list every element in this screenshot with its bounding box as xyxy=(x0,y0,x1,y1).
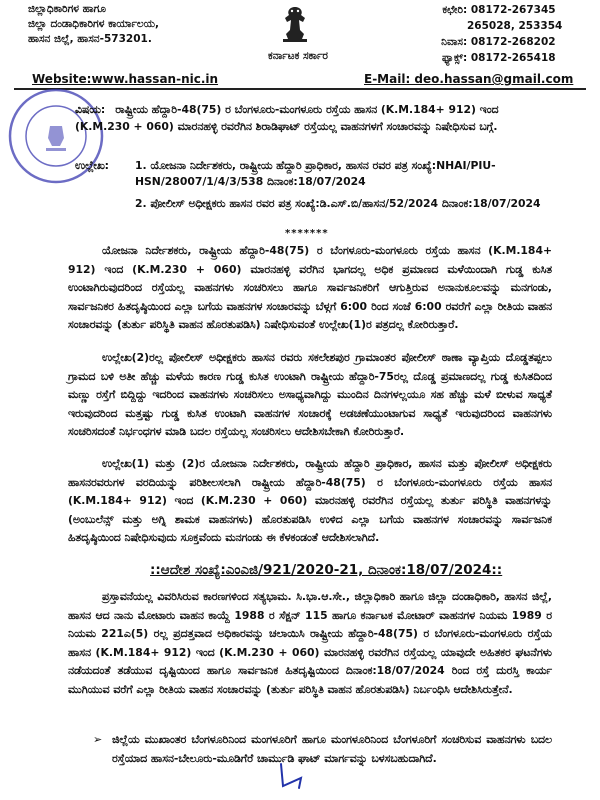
office-line-1: ಜಿಲ್ಲಾಧಿಕಾರಿಗಳ ಹಾಗೂ xyxy=(28,3,106,15)
subject-text: ರಾಷ್ಟ್ರೀಯ ಹೆದ್ದಾರಿ-48(75) ರ ಬೆಂಗಳೂರು-ಮಂಗಳೂರು ರಸ್ತೆಯ ಹಾಸನ (K.M.184+ 912) ಇಂದ (K.M.230 + 060) ಮಾರನಹಳ್ಳಿ ರವರೆಗಿನ ಶಿರಾಡಿಘಾಟ್ ರಸ್ತೆಯಲ್ಲ ವಾಹನಗಳಗೆ ಸಂಚಾರವನ್ನು ನಿಷೇಧಿಸುವ ಬಗ್ಗೆ. xyxy=(75,103,499,133)
body-paragraph: ಉಲ್ಲೇಖ(1) ಮತ್ತು (2)ರ ಯೋಜನಾ ನಿರ್ದೇಶಕರು, ರಾಷ್ಟ್ರೀಯ ಹೆದ್ದಾರಿ ಪ್ರಾಧಿಕಾರ, ಹಾಸನ ಮತ್ತು ಪೋಲೀಸ್ ಅಧೀಕ್ಷಕರು ಹಾಸನರವರುಗಳ ವರದಿಯನ್ನು ಪರಿಶೀಲಸಲಾಗಿ ರಾಷ್ಟ್ರೀಯ ಹೆದ್ದಾರಿ-48(75) ರ ಬೆಂಗಳೂರು-ಮಂಗಳೂರು ರಸ್ತೆಯ ಹಾಸನ (K.M.184+ 912) ಇಂದ (K.M.230 + 060) ಮಾರನಹಳ್ಳಿ ರವರೆಗಿನ ರಸ್ತೆಯಲ್ಲ ತುರ್ತು ಪರಿಸ್ಥಿತಿ ವಾಹನಗಳನ್ನು (ಅಂಬುಲೆನ್ಸ್ ಮತ್ತು ಅಗ್ನಿ ಶಾಮಕ ವಾಹನಗಳು) ಹೊರತುಪಡಿಸಿ ಉಳಿದ ಎಲ್ಲಾ ಬಗೆಯ ವಾಹನಗಳ ಸಂಚಾರವನ್ನು ಸಾರ್ವಜನಿಕ ಹಿತದೃಷ್ಠಿಯಿಂದ ನಿಷೇಧಿಸುವುದು ಸೂಕ್ತವೆಂದು ಮನಗಂಡು ಈ ಕೆಳಕಂಡಂತೆ ಆದೇಶಿಸಲಾಗಿದೆ. xyxy=(68,457,552,544)
contact-label: ಕಛೇರಿ xyxy=(442,4,463,16)
office-line-3: ಹಾಸನ ಜಿಲ್ಲೆ, ಹಾಸನ-573201. xyxy=(28,33,152,45)
references-label: ಉಲ್ಲೇಖ: xyxy=(75,159,109,172)
reference-item: 1. ಯೋಜನಾ ನಿರ್ದೇಶಕರು, ರಾಷ್ಟ್ರೀಯ ಹೆದ್ದಾರಿ ಪ್ರಾಧಿಕಾರ, ಹಾಸನ ರವರ ಪತ್ರ ಸಂಖ್ಯೆ:NHAI/PIU-HSN/28007/1/4/3/538 ದಿನಾಂಕ:18/07/2024 xyxy=(135,159,496,188)
office-line-2: ಜಿಲ್ಲಾ ದಂಡಾಧಿಕಾರಿಗಳ ಕಾರ್ಯಾಲಯ, xyxy=(28,18,159,30)
government-title: ಕರ್ನಾಟಕ ಸರ್ಕಾರ xyxy=(268,50,328,62)
reference-item: 2. ಪೋಲೀಸ್ ಅಧೀಕ್ಷಕರು ಹಾಸನ ರವರ ಪತ್ರ ಸಂಖ್ಯೆ:ಡಿ.ಎಸ್.ಬಿ/ಹಾಸನ/52/2024 ದಿನಾಂಕ:18/07/2024 xyxy=(135,197,541,210)
contact-value: : 08172-265418 xyxy=(463,52,556,64)
contact-value: : 08172-267345 xyxy=(463,4,556,16)
order-title: ::ಆದೇಶ ಸಂಖ್ಯೆ:ಎಂಎಜಿ/921/2020-21, ದಿನಾಂಕ:18/07/2024:: xyxy=(150,562,503,578)
body-paragraph: ಉಲ್ಲೇಖ(2)ರಲ್ಲ ಪೋಲೀಸ್ ಅಧೀಕ್ಷಕರು ಹಾಸನ ರವರು ಸಕಲೇಶಪುರ ಗ್ರಾಮಾಂತರ ಪೋಲೀಸ್ ಠಾಣಾ ವ್ಯಾಪ್ತಿಯ ದೊಡ್ಡತಪ್ಪಲು ಗ್ರಾಮದ ಬಳಿ ಅತೀ ಹೆಚ್ಚು ಮಳೆಯ ಕಾರಣ ಗುಡ್ಡ ಕುಸಿತ ಉಂಟಾಗಿ ರಾಷ್ಟ್ರೀಯ ಹೆದ್ದಾರಿ-75ರಲ್ಲ ದೊಡ್ಡ ಪ್ರಮಾಣದಲ್ಲ ಗುಡ್ಡ ಕುಸಿತದಿಂದ ಮಣ್ಣು ರಸ್ತೆಗೆ ಬಿದ್ದಿದ್ದು ಇದರಿಂದ ವಾಹನಗಳು ಸಂಚರಿಸಲು ಅಸಾಧ್ಯವಾಗಿದ್ದು ಮುಂದಿನ ದಿನಗಳಲ್ಲಯೂ ಸಹ ಹೆಚ್ಚು ಮಳೆ ಬೀಳುವ ಸಾಧ್ಯತೆ ಇರುವುದರಿಂದ ಮತ್ತಷ್ಟು ಗುಡ್ಡ ಕುಸಿತ ಉಂಟಾಗಿ ವಾಹನಗಳ ಸಂಚಾರಕ್ಕೆ ಅಡಚಣೆಯುಂಟಾಗುವ ಸಾಧ್ಯತೆ ಇರುವುದರಿಂದ ವಾಹನಗಳು ಸಂಚರಿಸದಂತೆ ನಿರ್ಭಂಧಗಳ ಮಾಡಿ ಬದಲ ರಸ್ತೆಯಲ್ಲ ಸಂಚರಿಸಲು ಆದೇಶಿಸಬೇಕಾಗಿ ಕೋರಿರುತ್ತಾರೆ. xyxy=(68,351,552,438)
state-emblem-icon xyxy=(275,4,315,44)
bullet-arrow-icon: ➢ xyxy=(93,733,103,746)
body-paragraph: ಯೋಜನಾ ನಿರ್ದೇಶಕರು, ರಾಷ್ಟ್ರೀಯ ಹೆದ್ದಾರಿ-48(75) ರ ಬೆಂಗಳೂರು-ಮಂಗಳೂರು ರಸ್ತೆಯ ಹಾಸನ (K.M.184+ 912) ಇಂದ (K.M.230 + 060) ಮಾರನಹಳ್ಳಿ ವರೆಗಿನ ಭಾಗದಲ್ಲ ಅಧಿಕ ಪ್ರಮಾಣದ ಮಳೆಯಿಂದಾಗಿ ಗುಡ್ಡ ಕುಸಿತ ಉಂಟಾಗಿರುವುದರಿಂದ ರಸ್ತೆಯಲ್ಲ ವಾಹನಗಳು ಸಂಚರಿಸಲು ಹಾಗೂ ಸಾರ್ವಜನಿಕರಿಗೆ ಆಗುತ್ತಿರುವ ಅನಾನುಕೂಲವನ್ನು ಮನಗಂಡು, ಸಾರ್ವಜನಿಕರ ಹಿತದೃಷ್ಠಿಯಿಂದ ಎಲ್ಲಾ ಬಗೆಯ ವಾಹನಗಳ ಸಂಚಾರವನ್ನು ಬೆಳ್ಗಗೆ 6:00 ರಿಂದ ಸಂಜೆ 6:00 ರವರೆಗೆ ಎಲ್ಲಾ ರೀತಿಯ ವಾಹನ ಸಂಚಾರವನ್ನು (ತುರ್ತು ಪರಿಸ್ಥಿತಿ ವಾಹನ ಹೊರತುಪಡಿಸಿ) ನಿಷೇಧಿಸುವಂತೆ ಉಲ್ಲೇಖ(1)ರ ಪತ್ರದಲ್ಲ ಕೋರಿರುತ್ತಾರೆ. xyxy=(68,244,552,331)
separator-stars: ******* xyxy=(285,228,329,239)
website-link[interactable]: Website:www.hassan-nic.in xyxy=(32,72,219,86)
contact-block xyxy=(395,2,562,66)
contact-residence xyxy=(395,34,562,50)
signature-mark xyxy=(275,760,315,792)
office-address xyxy=(28,2,159,47)
bullet-text: ಜಿಲ್ಲೆಯ ಮುಖಾಂತರ ಬೆಂಗಳೂರಿನಿಂದ ಮಂಗಳೂರಿಗೆ ಹಾಗೂ ಮಂಗಳೂರಿನಿಂದ ಬೆಂಗಳೂರಿಗೆ ಸಂಚರಿಸುವ ವಾಹನಗಳು ಬದಲ ರಸ್ತೆಯಾದ ಹಾಸನ-ಬೇಲೂರು-ಮೂಡಿಗೆರೆ ಚಾರ್ಮುಡಿ ಘಾಟ್ ಮಾರ್ಗವನ್ನು ಬಳಸಬಹುದಾಗಿದೆ. xyxy=(112,733,552,765)
references-block xyxy=(75,158,545,212)
contact-label: ಫ್ಯಾಕ್ಸ್ xyxy=(441,52,463,64)
contact-label: ನಿವಾಸ xyxy=(441,36,463,48)
contact-office-alt xyxy=(395,18,562,34)
email-link[interactable]: E-Mail: deo.hassan@gmail.com xyxy=(364,72,574,86)
contact-value: : 08172-268202 xyxy=(463,36,556,48)
contact-fax xyxy=(395,50,562,66)
subject-label: ವಿಷಯ: xyxy=(75,103,106,116)
contact-office xyxy=(395,2,562,18)
order-paragraph: ಪ್ರಸ್ತಾವನೆಯಲ್ಲ ವಿವರಿಸಿರುವ ಕಾರಣಗಳಿಂದ ಸತ್ಯಭಾಮ. ಸಿ.ಭಾ.ಆ.ಸೇ., ಜಿಲ್ಲಾಧಿಕಾರಿ ಹಾಗೂ ಜಿಲ್ಲಾ ದಂಡಾಧಿಕಾರಿ, ಹಾಸನ ಜಿಲ್ಲೆ, ಹಾಸನ ಆದ ನಾನು ಮೋಟಾರು ವಾಹನ ಕಾಯ್ದೆ 1988 ರ ಸೆಕ್ಷನ್ 115 ಹಾಗೂ ಕರ್ನಾಟಕ ಮೋಟಾರ್ ವಾಹನಗಳ ನಿಯಮ 1989 ರ ನಿಯಮ 221ಎ(5) ರಲ್ಲ ಪ್ರದತ್ತವಾದ ಅಧಿಕಾರವನ್ನು ಚಲಾಯಿಸಿ ರಾಷ್ಟ್ರೀಯ ಹೆದ್ದಾರಿ-48(75) ರ ಬೆಂಗಳೂರು-ಮಂಗಳೂರು ರಸ್ತೆಯ ಹಾಸನ (K.M.184+ 912) ಇಂದ (K.M.230 + 060) ಮಾರನಹಳ್ಳಿ ರವರೆಗಿನ ರಸ್ತೆಯಲ್ಲ ಯಾವುದೇ ಅಹಿತಕರ ಘಟನೆಗಳು ನಡೆಯದಂತೆ ತಡೆಯುವ ದೃಷ್ಟಿಯಿಂದ ಹಾಗೂ ಸಾರ್ವಜನಿಕ ಹಿತದೃಷ್ಟಿಯಿಂದ ದಿನಾಂಕ:18/07/2024 ರಿಂದ ರಸ್ತೆ ದುರಸ್ತಿ ಕಾರ್ಯ ಮುಗಿಯುವ ವರೆಗೆ ಎಲ್ಲಾ ರೀತಿಯ ವಾಹನ ಸಂಚಾರವನ್ನು (ತುರ್ತು ಪರಿಸ್ಥಿತಿ ವಾಹನ ಹೊರತುಪಡಿಸಿ) ನಿರ್ಬಂಧಿಸಿ ಆದೇಶಿಸಿರುತ್ತೇನೆ. xyxy=(68,590,552,696)
subject-block xyxy=(75,101,555,135)
contact-value: 265028, 253354 xyxy=(467,20,563,32)
